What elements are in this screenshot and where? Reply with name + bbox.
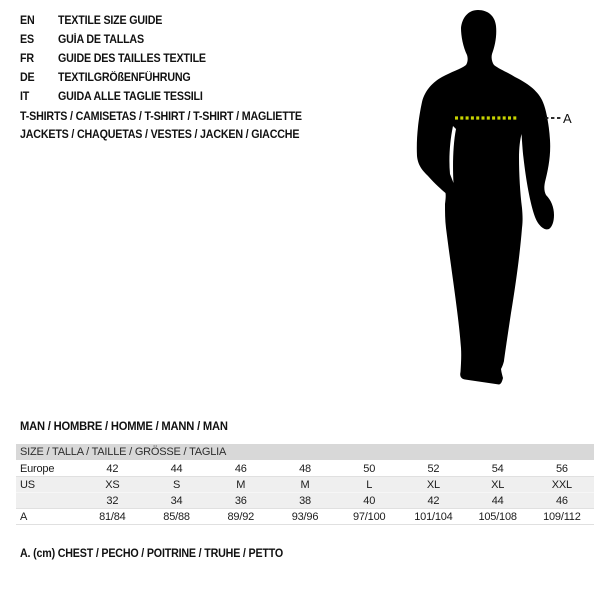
size-value-cell: 44 xyxy=(144,461,208,477)
size-value-cell: 93/96 xyxy=(273,509,337,525)
size-value-cell: XL xyxy=(466,477,530,493)
language-code: IT xyxy=(20,91,30,103)
measurement-footnote-text: A. (cm) CHEST / PECHO / POITRINE / TRUHE / PETTO xyxy=(20,548,284,560)
language-list xyxy=(20,12,217,107)
size-value-cell: 40 xyxy=(337,493,401,509)
category-tshirts: T-SHIRTS / CAMISETAS / T-SHIRT / T-SHIRT / MAGLIETTE xyxy=(20,111,302,123)
size-value-cell: 97/100 xyxy=(337,509,401,525)
category-jackets: JACKETS / CHAQUETAS / VESTES / JACKEN / GIACCHE xyxy=(20,129,300,141)
language-code: EN xyxy=(20,15,35,27)
language-title: GUIDE DES TAILLES TEXTILE xyxy=(58,53,206,65)
section-title xyxy=(20,419,243,433)
section-title-text: MAN / HOMBRE / HOMME / MANN / MAN xyxy=(20,419,228,433)
size-value-cell: 32 xyxy=(80,493,144,509)
garment-categories xyxy=(20,108,323,144)
size-value-cell: M xyxy=(209,477,273,493)
size-value-cell: 81/84 xyxy=(80,509,144,525)
table-row xyxy=(16,493,594,509)
language-row xyxy=(20,69,217,88)
size-value-cell: 85/88 xyxy=(144,509,208,525)
size-value-cell: 50 xyxy=(337,461,401,477)
row-label: Europe xyxy=(16,461,80,477)
row-label xyxy=(16,493,80,509)
man-silhouette-figure xyxy=(415,8,575,390)
man-silhouette-svg xyxy=(415,8,575,390)
size-value-cell: 56 xyxy=(530,461,594,477)
size-value-cell: L xyxy=(337,477,401,493)
table-row xyxy=(16,461,594,477)
size-value-cell: S xyxy=(144,477,208,493)
size-value-cell: 48 xyxy=(273,461,337,477)
measurement-footnote xyxy=(20,548,303,560)
language-code: FR xyxy=(20,53,34,65)
language-title: TEXTILE SIZE GUIDE xyxy=(58,15,163,27)
language-row xyxy=(20,50,217,69)
language-code: DE xyxy=(20,72,35,84)
language-row xyxy=(20,88,217,107)
size-value-cell: XL xyxy=(401,477,465,493)
size-table-header: SIZE / TALLA / TAILLE / GRÖSSE / TAGLIA xyxy=(16,444,594,461)
row-label: US xyxy=(16,477,80,493)
size-value-cell: 89/92 xyxy=(209,509,273,525)
table-row xyxy=(16,477,594,493)
size-value-cell: XS xyxy=(80,477,144,493)
size-value-cell: XXL xyxy=(530,477,594,493)
size-value-cell: 46 xyxy=(209,461,273,477)
size-value-cell: M xyxy=(273,477,337,493)
language-title: GUÍA DE TALLAS xyxy=(58,34,144,46)
size-value-cell: 42 xyxy=(80,461,144,477)
size-value-cell: 101/104 xyxy=(401,509,465,525)
size-value-cell: 46 xyxy=(530,493,594,509)
man-silhouette-shape xyxy=(417,10,554,385)
language-title: TEXTILGRÖßENFÜHRUNG xyxy=(58,72,191,84)
size-value-cell: 42 xyxy=(401,493,465,509)
language-code: ES xyxy=(20,34,34,46)
table-row xyxy=(16,509,594,525)
size-value-cell: 109/112 xyxy=(530,509,594,525)
size-value-cell: 54 xyxy=(466,461,530,477)
size-value-cell: 34 xyxy=(144,493,208,509)
language-row xyxy=(20,12,217,31)
language-row xyxy=(20,31,217,50)
size-table-header-row xyxy=(16,444,594,461)
size-value-cell: 38 xyxy=(273,493,337,509)
size-value-cell: 36 xyxy=(209,493,273,509)
language-title: GUIDA ALLE TAGLIE TESSILI xyxy=(58,91,203,103)
measure-label-a: A xyxy=(563,111,572,126)
size-value-cell: 105/108 xyxy=(466,509,530,525)
size-table-body xyxy=(16,444,594,525)
size-table xyxy=(16,444,594,525)
row-label: A xyxy=(16,509,80,525)
size-value-cell: 44 xyxy=(466,493,530,509)
size-value-cell: 52 xyxy=(401,461,465,477)
